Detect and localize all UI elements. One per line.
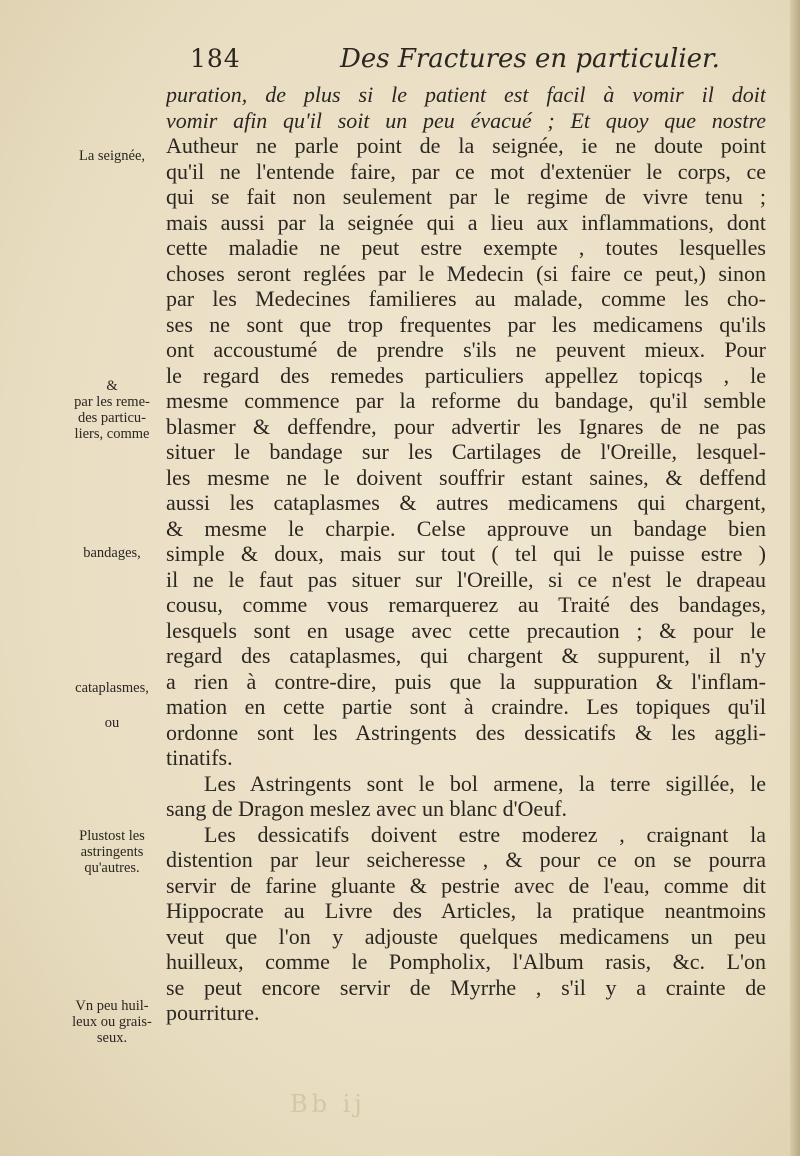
text-line: sang de Dragon meslez avec un blanc d'Oeuf. [166,796,568,821]
running-title: Des Fractures en particulier. [340,44,720,74]
text-line: mais aussi par la seignée qui a lieu aux inflammations, dont [166,209,766,235]
text-line: simple & doux, mais sur tout ( tel qui le puisse estre ) [166,541,766,566]
margin-note-line: bandages, [83,545,141,561]
text-line: mation en cette partie sont à craindre. Les topiques qu'il [166,694,766,719]
text-line: le regard des remedes particuliers appellez topicqs , le [166,362,766,388]
text-line: cette maladie ne peut estre exempte , toutes lesquelles [166,235,766,260]
margin-note-line: seux. [96,1030,128,1046]
margin-note-line: des particu- [77,410,147,426]
margin-note [56,148,168,164]
page-header [190,44,720,84]
page-number: 184 [190,44,241,73]
text-line: puration, de plus si le patient est facil à vomir il doit [166,82,766,107]
text-line: pourriture. [166,1000,260,1025]
text-line: veut que l'on y adjouste quelques medicamens un peu [166,923,766,949]
margin-note-line: Vn peu huil- [75,998,149,1014]
text-line: & mesme le charpie. Celse approuve un bandage bien [166,515,766,541]
margin-note-line: cataplasmes, [75,680,149,696]
text-line: il ne le faut pas situer sur l'Oreille, si ce n'est le drapeau [166,566,766,592]
text-line: Les Astringents sont le bol armene, la terre sigillée, le [204,770,766,796]
page-edge [790,0,800,1156]
text-line: a rien à contre-dire, puis que la suppuration & l'inflam- [166,668,766,694]
text-line: Les dessicatifs doivent estre moderez , craignant la [204,821,766,847]
text-line: huilleux, comme le Pompholix, l'Album rasis, &c. L'on [166,949,766,974]
text-line: par les Medecines familieres au malade, comme les cho- [166,286,766,311]
body-text [166,82,766,1026]
text-line: mesme commence par la reforme du bandage, qu'il semble [166,388,766,413]
text-line: ordonne sont les Astringents des dessicatifs & les aggli- [166,719,766,745]
margin-note-line: ou [104,715,120,731]
margin-note-line: Plustost les [79,828,145,844]
margin-note-line: & [106,378,118,394]
text-line: tinatifs. [166,745,233,770]
text-line: les mesme ne le doivent souffrir estant saines, & deffend [166,464,766,490]
signature-mark: Bb ij [290,1090,366,1118]
text-line: distention par leur seicheresse , & pour ce on se pourra [166,847,766,872]
margin-note-line: qu'autres. [84,860,140,876]
margin-note [56,378,168,442]
margin-note [56,715,168,731]
margin-note [56,680,168,696]
margin-note [56,545,168,561]
margin-note-line: La seignée, [78,148,146,164]
text-line: qui se fait non seulement par le regime de vivre tenu ; [166,184,766,209]
text-line: cousu, comme vous remarquerez au Traité des bandages, [166,592,766,617]
text-line: ont accoustumé de prendre s'ils ne peuvent mieux. Pour [166,337,766,362]
margin-note-line: liers, comme [74,426,150,442]
text-line: Autheur ne parle point de la seignée, ie ne doute point [166,133,766,158]
text-line: vomir afin qu'il soit un peu évacué ; Et quoy que nostre [166,107,766,133]
margin-note [56,998,168,1046]
margin-note-line: leux ou grais- [72,1014,152,1030]
text-line: servir de farine gluante & pestrie avec de l'eau, comme dit [166,872,766,898]
margin-note-line: par les reme- [74,394,150,410]
text-line: ses ne sont que trop frequentes par les medicamens qu'ils [166,311,766,337]
text-line: se peut encore servir de Myrrhe , s'il y a crainte de [166,974,766,1000]
text-line: aussi les cataplasmes & autres medicamens qui chargent, [166,490,766,515]
margin-note-line: astringents [80,844,144,860]
text-line: blasmer & deffendre, pour advertir les Ignares de ne pas [166,413,766,439]
text-line: regard des cataplasmes, qui chargent & suppurent, il n'y [166,643,766,668]
text-line: Hippocrate au Livre des Articles, la pratique neantmoins [166,898,766,923]
text-line: qu'il ne l'entende faire, par ce mot d'extenüer le corps, ce [166,158,766,184]
text-line: choses seront reglées par le Medecin (si faire ce peut,) sinon [166,260,766,286]
text-line: lesquels sont en usage avec cette precaution ; & pour le [166,617,766,643]
text-line: situer le bandage sur les Cartilages de l'Oreille, lesquel- [166,439,766,464]
margin-note [56,828,168,876]
